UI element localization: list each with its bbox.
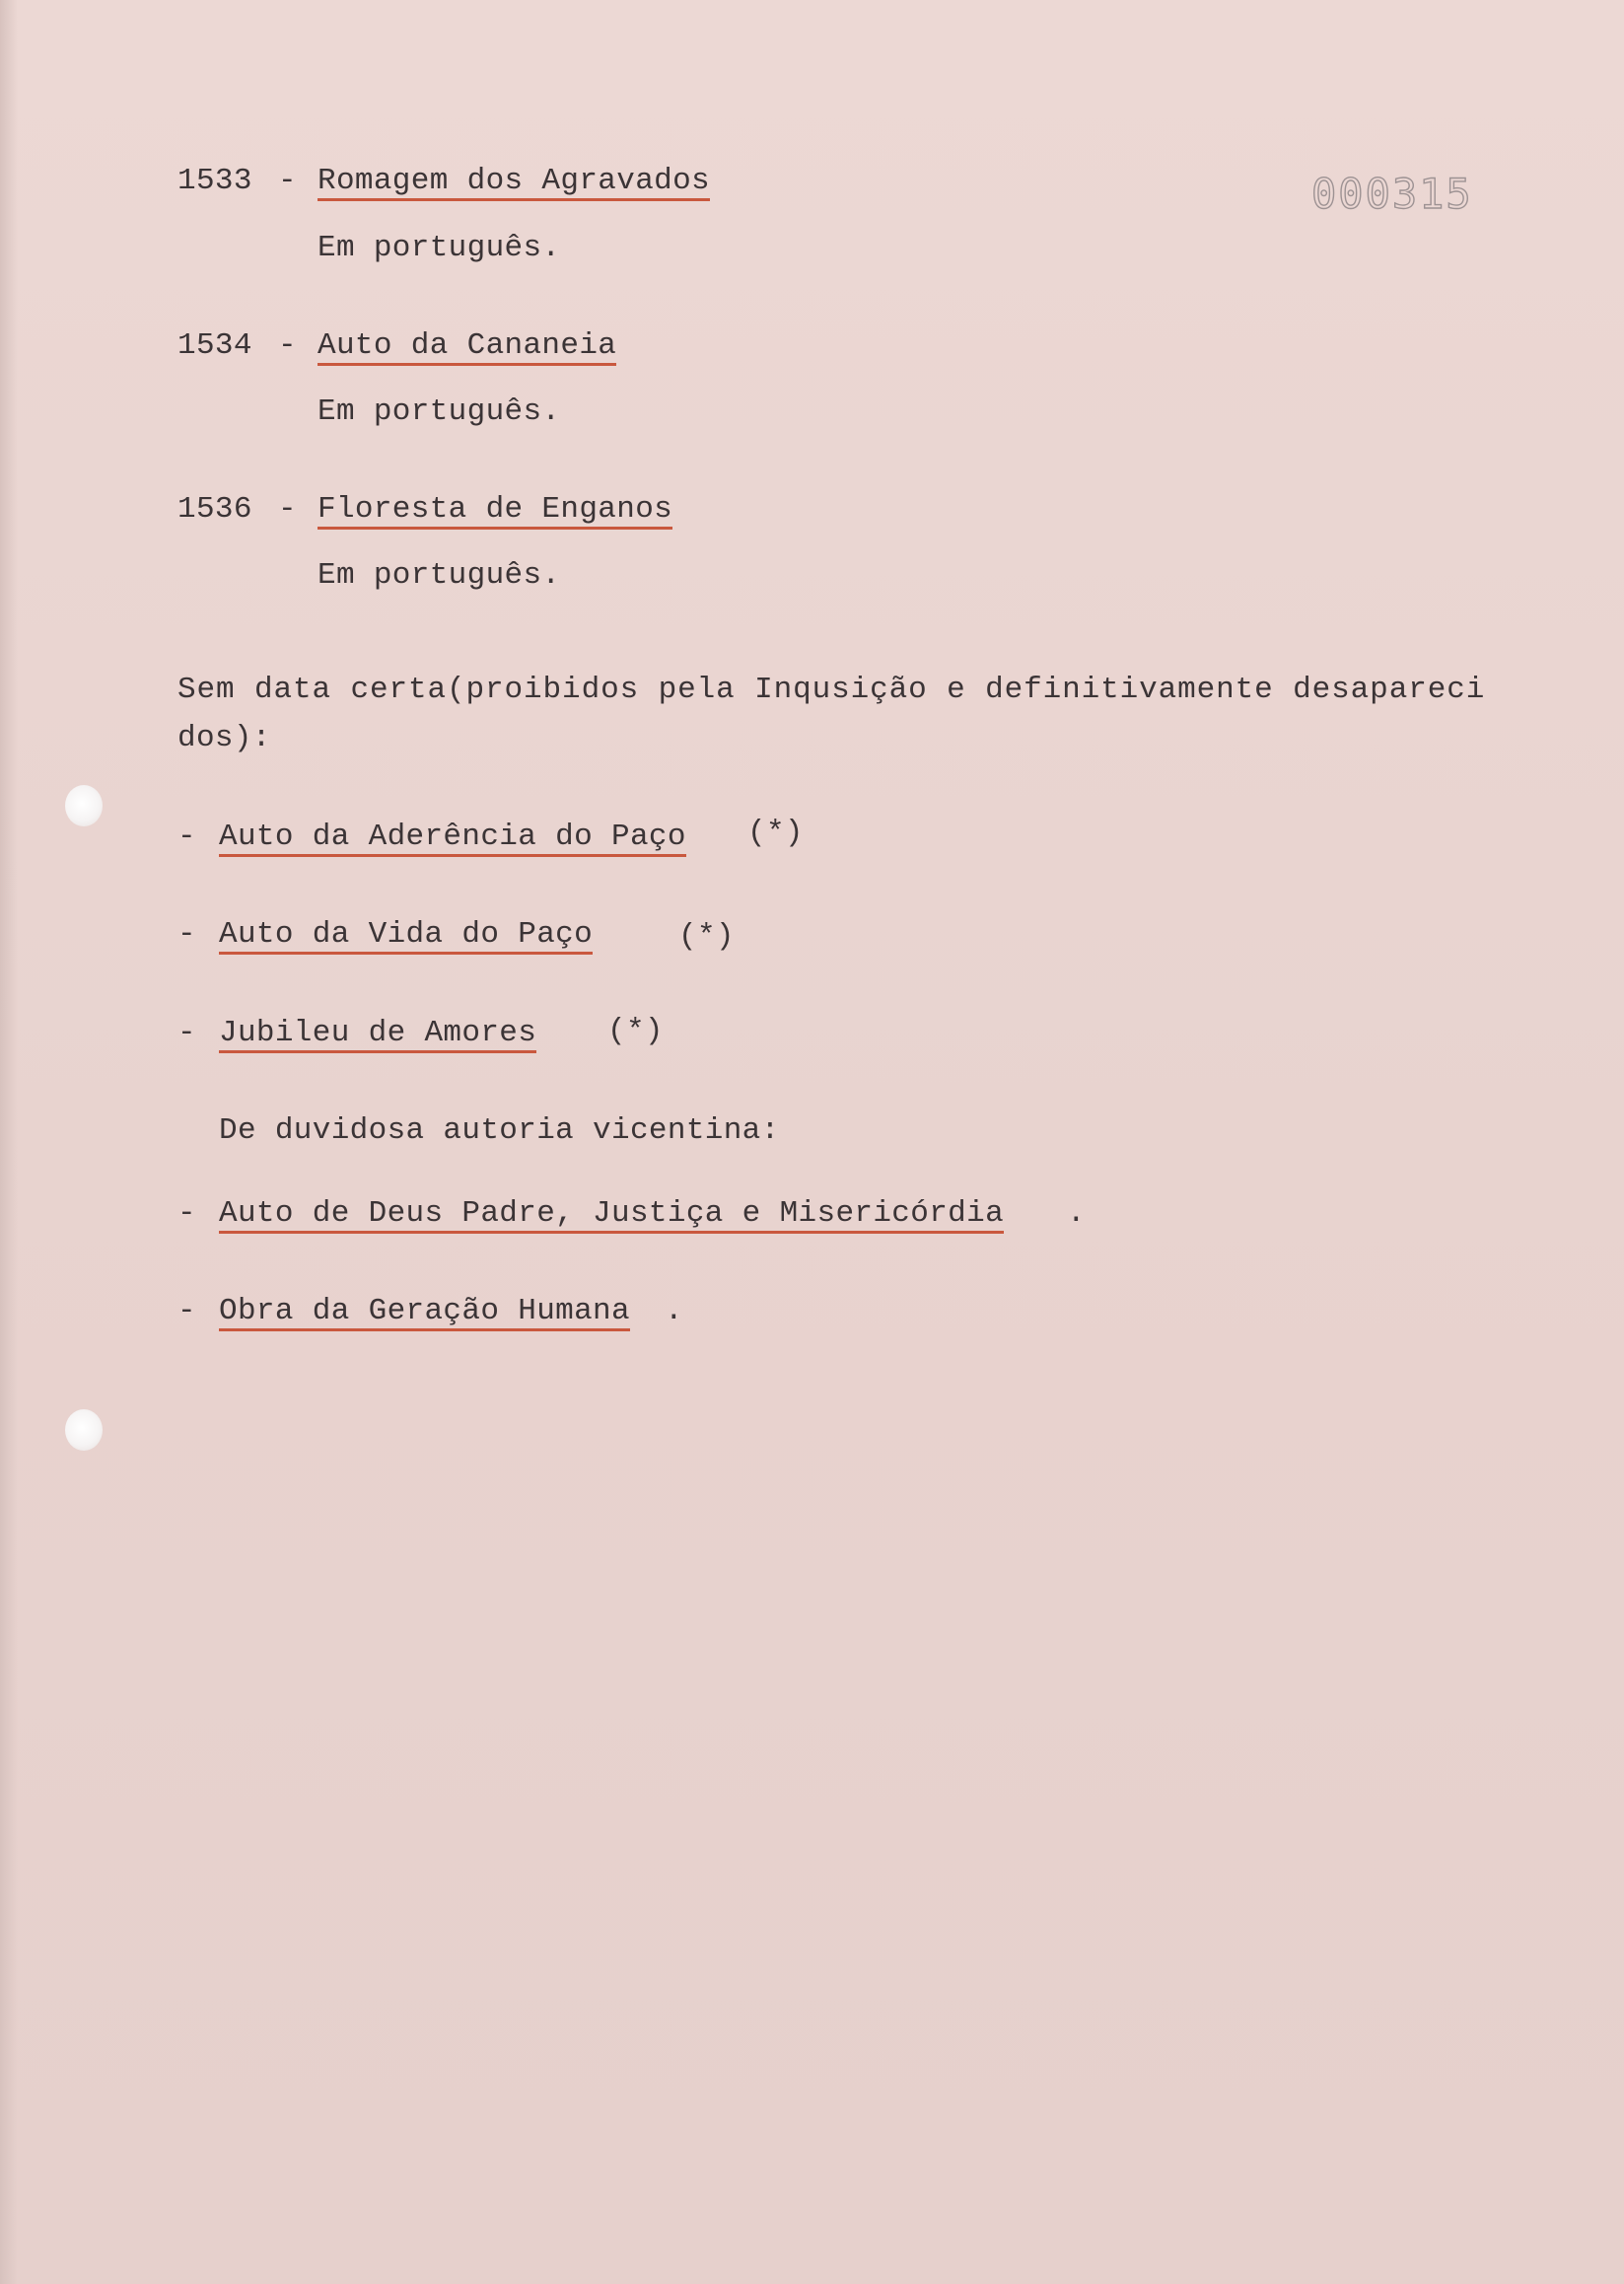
- doubtful-work-dash: -: [177, 1196, 196, 1231]
- entry-title: Floresta de Enganos: [318, 494, 672, 530]
- lost-work-title: Jubileu de Amores: [219, 1018, 536, 1053]
- punch-hole-top: [65, 785, 103, 826]
- lost-work-mark: (*): [607, 1014, 664, 1048]
- doubtful-work-end: .: [1067, 1196, 1086, 1231]
- lost-work-mark: (*): [747, 816, 804, 850]
- punch-hole-bottom: [65, 1409, 103, 1451]
- entry-language: Em português.: [318, 558, 561, 593]
- lost-work-title: Auto da Aderência do Paço: [219, 821, 686, 857]
- undated-heading-line1: Sem data certa(proibidos pela Inqusição e definitivamente desapareci: [177, 673, 1486, 707]
- entry-dash: -: [278, 492, 297, 527]
- entry-year: 1533: [177, 164, 252, 198]
- entry-language: Em português.: [318, 394, 561, 429]
- page-edge-shadow: [0, 0, 18, 2284]
- entry-year: 1534: [177, 328, 252, 363]
- doubtful-work-title: Obra da Geração Humana: [219, 1296, 630, 1331]
- entry-language: Em português.: [318, 231, 561, 265]
- entry-dash: -: [278, 328, 297, 363]
- lost-work-dash: -: [177, 820, 196, 854]
- lost-work-title: Auto da Vida do Paço: [219, 919, 593, 955]
- undated-heading-line2: dos):: [177, 721, 271, 755]
- lost-work-mark: (*): [678, 919, 735, 954]
- doubtful-work-dash: -: [177, 1294, 196, 1328]
- doubtful-work-title: Auto de Deus Padre, Justiça e Misericórdia: [219, 1198, 1004, 1234]
- lost-work-dash: -: [177, 1016, 196, 1050]
- lost-work-dash: -: [177, 917, 196, 952]
- doubtful-work-end: .: [665, 1294, 683, 1328]
- entry-year: 1536: [177, 492, 252, 527]
- entry-title: Auto da Cananeia: [318, 330, 616, 366]
- entry-dash: -: [278, 164, 297, 198]
- doubtful-heading: De duvidosa autoria vicentina:: [219, 1113, 780, 1148]
- archive-stamp-number: 000315: [1311, 170, 1473, 218]
- entry-title: Romagem dos Agravados: [318, 166, 710, 201]
